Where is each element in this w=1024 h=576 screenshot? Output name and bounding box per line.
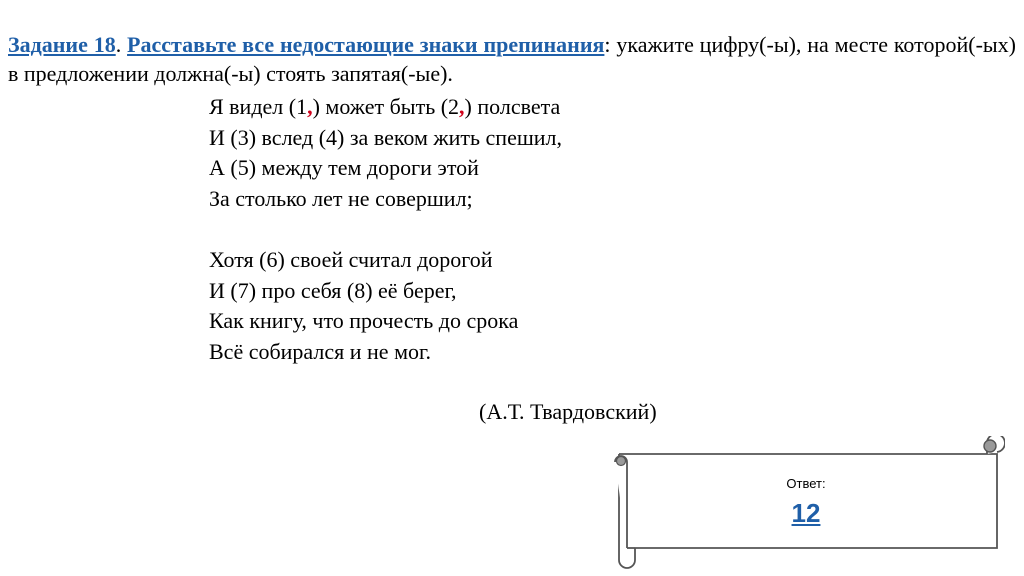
poem-line-7: Как книгу, что прочесть до срока <box>209 308 519 333</box>
poem-line-2: И (3) вслед (4) за веком жить спешил, <box>209 124 563 150</box>
poem-line-1-part-a: Я видел (1 <box>209 94 308 119</box>
task-instruction-link[interactable]: Расставьте все недостающие знаки препинания <box>127 32 605 57</box>
poem-line-1-part-b: ) может быть (2 <box>312 94 460 119</box>
poem <box>209 92 562 367</box>
poem-line-3: А (5) между тем дороги этой <box>209 155 479 180</box>
poem-line-4: За столько лет не совершил; <box>209 185 473 211</box>
task-instruction-rest: : укажите цифру(-ы), на месте которой(-ых) в предложении должна(-ы) стоять запятая(-ые). <box>8 32 1017 86</box>
poem-line-6: И (7) про себя (8) её берег, <box>209 277 457 303</box>
stanza-break <box>209 214 562 245</box>
task-statement <box>8 30 1016 88</box>
task-number-link[interactable]: Задание 18 <box>8 32 116 57</box>
poem-line-5: Хотя (6) своей считал дорогой <box>209 247 493 272</box>
answer-value-link[interactable]: 12 <box>791 498 821 528</box>
inserted-comma-1: , <box>307 94 313 119</box>
poem-line-1-part-c: ) полсвета <box>464 94 561 119</box>
poem-line-1 <box>209 92 562 123</box>
poem-author: (А.Т. Твардовский) <box>479 399 657 424</box>
answer-label: Ответ: <box>786 476 826 491</box>
inserted-comma-2: , <box>459 94 465 119</box>
answer-scroll[interactable] <box>605 436 1005 570</box>
task-number-separator: . <box>115 32 128 57</box>
poem-line-8: Всё собирался и не мог. <box>209 338 432 364</box>
